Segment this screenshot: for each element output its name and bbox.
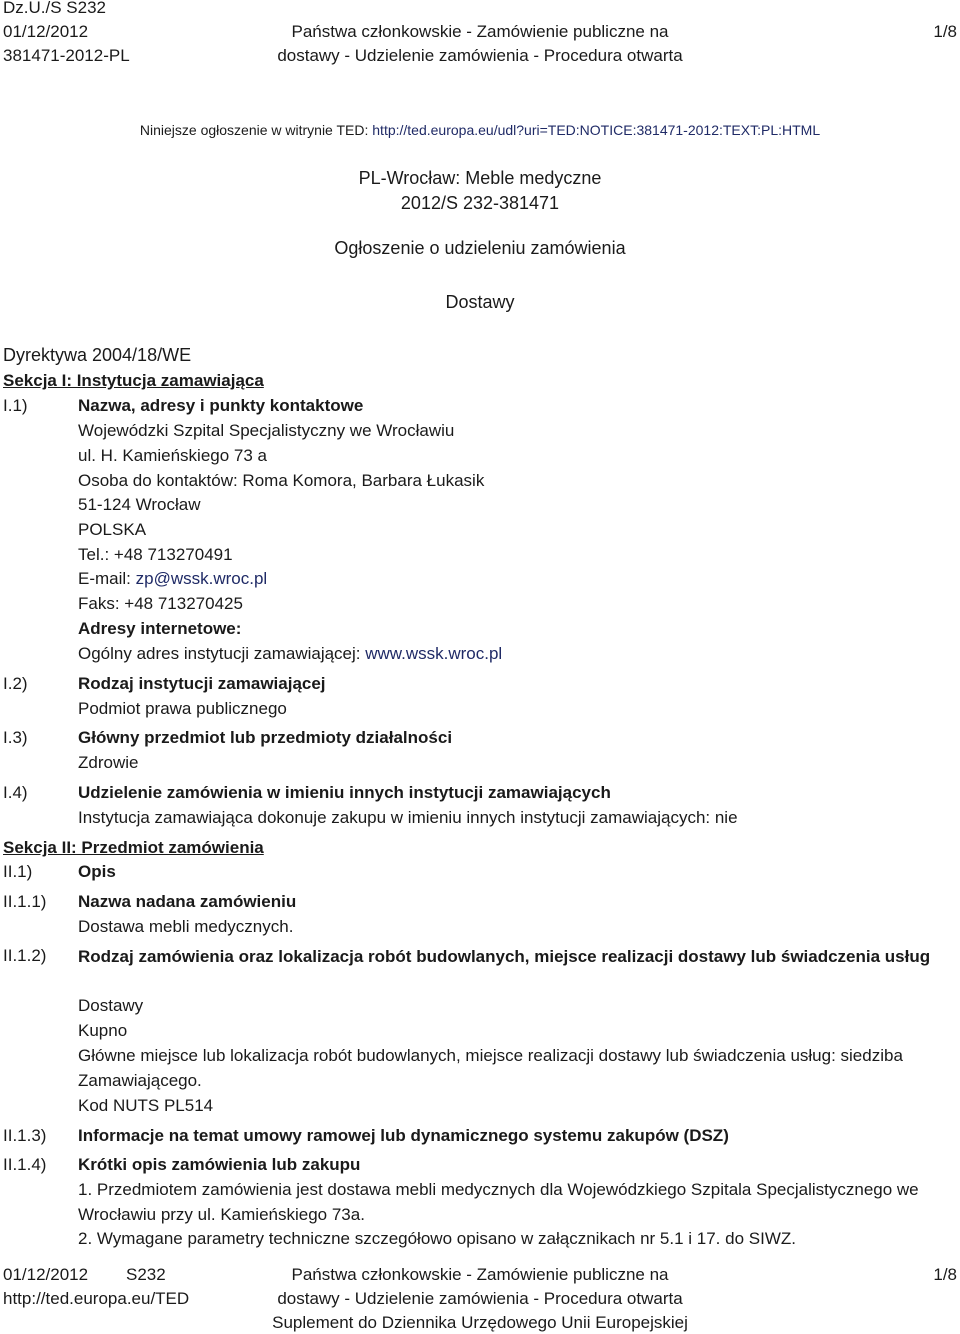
ted-link-prefix: Niniejsze ogłoszenie w witrynie TED: <box>139 122 373 138</box>
section-i2-number: I.2) <box>3 674 28 693</box>
header-date: 01/12/2012 <box>3 22 89 41</box>
section-ii11-title: Nazwa nadana zamówieniu <box>78 892 297 911</box>
notice-reference: 2012/S 232-381471 <box>400 193 560 213</box>
section-ii1-title: Opis <box>78 862 116 881</box>
general-address-line <box>78 644 502 664</box>
section-ii13-title: Informacje na temat umowy ramowej lub dynamicznego systemu zakupów (DSZ) <box>78 1126 729 1145</box>
section-i4-value: Instytucja zamawiająca dokonuje zakupu w imieniu innych instytucji zamawiających: nie <box>78 808 738 827</box>
footer-page-number: 1/8 <box>933 1265 957 1284</box>
email-link[interactable]: zp@wssk.wroc.pl <box>135 569 268 588</box>
ted-notice-link[interactable]: http://ted.europa.eu/udl?uri=TED:NOTICE:381471-2012:TEXT:PL:HTML <box>372 122 821 138</box>
directive: Dyrektywa 2004/18/WE <box>3 345 192 365</box>
section-ii13-number: II.1.3) <box>3 1126 47 1145</box>
authority-street: ul. H. Kamieńskiego 73 a <box>78 446 267 465</box>
footer-title-line1: Państwa członkowskie - Zamówienie publiczne na <box>291 1265 669 1284</box>
footer-title-line2: dostawy - Udzielenie zamówienia - Procedura otwarta <box>277 1289 683 1308</box>
section-ii12-title: Rodzaj zamówienia oraz lokalizacja robót budowlanych, miejsce realizacji dostawy lub świadczenia usług <box>78 947 931 966</box>
section-i3-number: I.3) <box>3 728 28 747</box>
section-ii11-number: II.1.1) <box>3 892 47 911</box>
description-paragraph-1: 1. Przedmiotem zamówienia jest dostawa mebli medycznych dla Wojewódzkiego Szpitala Specjalistycznego we Wrocławiu przy ul. Kamieńskiego 73a. <box>78 1180 919 1224</box>
authority-country: POLSKA <box>78 520 147 539</box>
fax: Faks: +48 713270425 <box>78 594 243 613</box>
section-i2-value: Podmiot prawa publicznego <box>78 699 287 718</box>
contact-persons: Osoba do kontaktów: Roma Komora, Barbara Łukasik <box>78 471 485 490</box>
section-1-heading: Sekcja I: Instytucja zamawiająca <box>3 371 264 390</box>
authority-name: Wojewódzki Szpital Specjalistyczny we Wrocławiu <box>78 421 455 440</box>
contract-category: Kupno <box>78 1021 128 1040</box>
contract-type-value: Dostawy <box>78 996 144 1015</box>
section-i3-value: Zdrowie <box>78 753 139 772</box>
email-line <box>78 569 267 589</box>
description-paragraph-2: 2. Wymagane parametry techniczne szczegółowo opisano w załącznikach nr 5.1 i 17. do SIWZ. <box>78 1229 796 1248</box>
internet-addresses-heading: Adresy internetowe: <box>78 619 242 638</box>
authority-city: 51-124 Wrocław <box>78 495 201 514</box>
nuts-code: Kod NUTS PL514 <box>78 1096 214 1115</box>
general-address-label: Ogólny adres instytucji zamawiającej: <box>78 644 366 663</box>
section-i1-title: Nazwa, adresy i punkty kontaktowe <box>78 396 364 415</box>
place-of-delivery: Główne miejsce lub lokalizacja robót budowlanych, miejsce realizacji dostawy lub świadczenia usług: siedziba Zamawiającego. <box>78 1046 903 1090</box>
authority-website-link[interactable]: www.wssk.wroc.pl <box>365 644 503 663</box>
section-ii14-title: Krótki opis zamówienia lub zakupu <box>78 1155 361 1174</box>
notice-title: PL-Wrocław: Meble medyczne <box>358 168 602 188</box>
section-i3-title: Główny przedmiot lub przedmioty działalności <box>78 728 453 747</box>
section-ii12-number: II.1.2) <box>3 946 47 965</box>
contract-title: Dostawa mebli medycznych. <box>78 917 294 936</box>
email-label: E-mail: <box>78 569 136 588</box>
journal-ref: Dz.U./S S232 <box>3 0 106 17</box>
section-i2-title: Rodzaj instytucji zamawiającej <box>78 674 326 693</box>
telephone: Tel.: +48 713270491 <box>78 545 233 564</box>
header-title-line2: dostawy - Udzielenie zamówienia - Procedura otwarta <box>277 46 683 65</box>
section-ii14-number: II.1.4) <box>3 1155 47 1174</box>
header-page-number: 1/8 <box>933 22 957 41</box>
notice-number: 381471-2012-PL <box>3 46 130 65</box>
section-ii1-number: II.1) <box>3 862 33 881</box>
section-i1-number: I.1) <box>3 396 28 415</box>
section-i4-title: Udzielenie zamówienia w imieniu innych instytucji zamawiających <box>78 783 611 802</box>
footer-series: S232 <box>126 1265 166 1284</box>
footer-url: http://ted.europa.eu/TED <box>3 1289 190 1308</box>
ted-link-line <box>0 122 960 138</box>
footer-date: 01/12/2012 <box>3 1265 89 1284</box>
contract-type: Dostawy <box>445 292 515 312</box>
header-title-line1: Państwa członkowskie - Zamówienie publiczne na <box>291 22 669 41</box>
section-i4-number: I.4) <box>3 783 28 802</box>
notice-type: Ogłoszenie o udzieleniu zamówienia <box>334 238 626 258</box>
footer-supplement: Suplement do Dziennika Urzędowego Unii Europejskiej <box>272 1313 688 1332</box>
section-2-heading: Sekcja II: Przedmiot zamówienia <box>3 838 264 857</box>
